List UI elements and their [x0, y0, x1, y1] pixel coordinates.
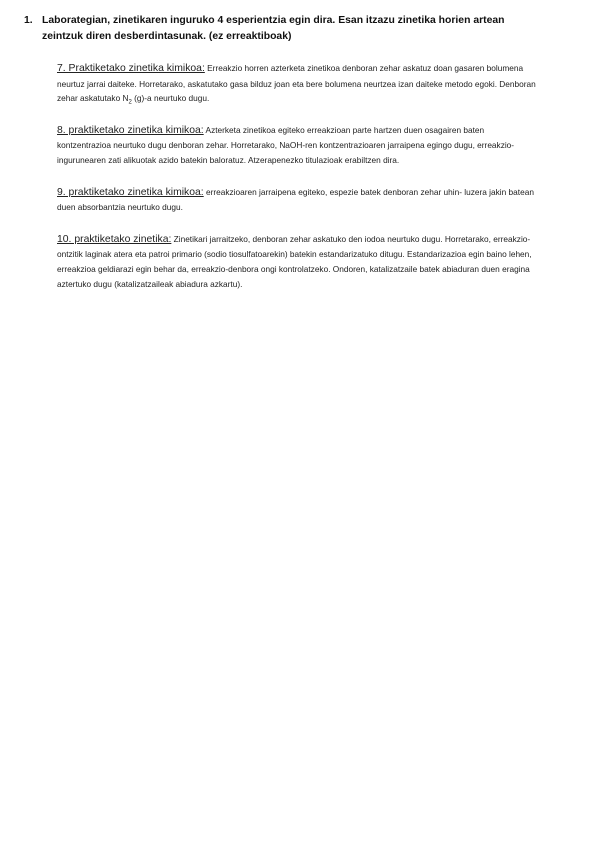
answer-title: 10. praktiketako zinetika:: [57, 233, 172, 245]
answer-title: 9. praktiketako zinetika kimikoa:: [57, 186, 204, 198]
question-number: 1.: [24, 15, 33, 26]
answer-item-8: [57, 123, 537, 168]
answer-title: 7. Praktiketako zinetika kimikoa:: [57, 63, 205, 74]
answer-body-end: (g)-a neurtuko dugu.: [131, 93, 210, 104]
answer-list: [57, 61, 537, 308]
subscript: 2: [128, 99, 132, 106]
question-heading: [24, 13, 544, 45]
question-text: Laborategian, zinetikaren inguruko 4 esperientzia egin dira. Esan itzazu zinetika horien artean zeintzuk diren desberdintasunak. (ez erreaktiboak): [42, 15, 505, 42]
answer-title: 8. praktiketako zinetika kimikoa:: [57, 124, 204, 136]
answer-item-9: [57, 185, 537, 215]
answer-body: Zinetikari jarraitzeko, denboran zehar askatuko den iodoa neurtuko dugu. Horretarako, erreakzio-ontzitik laginak atera eta patroi primario (sodio tiosulfatoarekin) batekin estandarizatuko ditugu. Estandarizazioa egin baino lehen, erreakzioa geldiarazi egin behar da, erreakzio-denbora ongi kontrolatzeko. Ondoren, katalizatzaile batek abiaduran duen eragina aztertuko dugu (katalizatzaileak abiadura azkartu).: [57, 233, 532, 289]
answer-body: erreakzioaren jarraipena egiteko, espezie batek denboran zehar uhin- luzera jakin batean duen absorbantzia neurtuko dugu.: [57, 186, 534, 213]
answer-body: Erreakzio horren azterketa zinetikoa denboran zehar askatuz doan gasaren bolumena neurtuz jarrai daiteke. Horretarako, askatutako gasa bilduz joan eta bere bolumena neurtzea izan daiteke metodo egoki. Denboran zehar askatutako N: [57, 63, 536, 104]
answer-body: Azterketa zinetikoa egiteko erreakzioan parte hartzen duen osagairen baten kontzentrazioa neurtuko dugu denboran zehar. Horretarako, NaOH-ren kontzentrazioaren jarraipena egingo dugu, erreakzio-ingurunearen zati alikuotak azido batekin baloratuz. Atzerapenezko titulazioak erabiltzen dira.: [57, 124, 515, 165]
answer-item-10: [57, 232, 537, 291]
answer-item-7: [57, 61, 537, 106]
